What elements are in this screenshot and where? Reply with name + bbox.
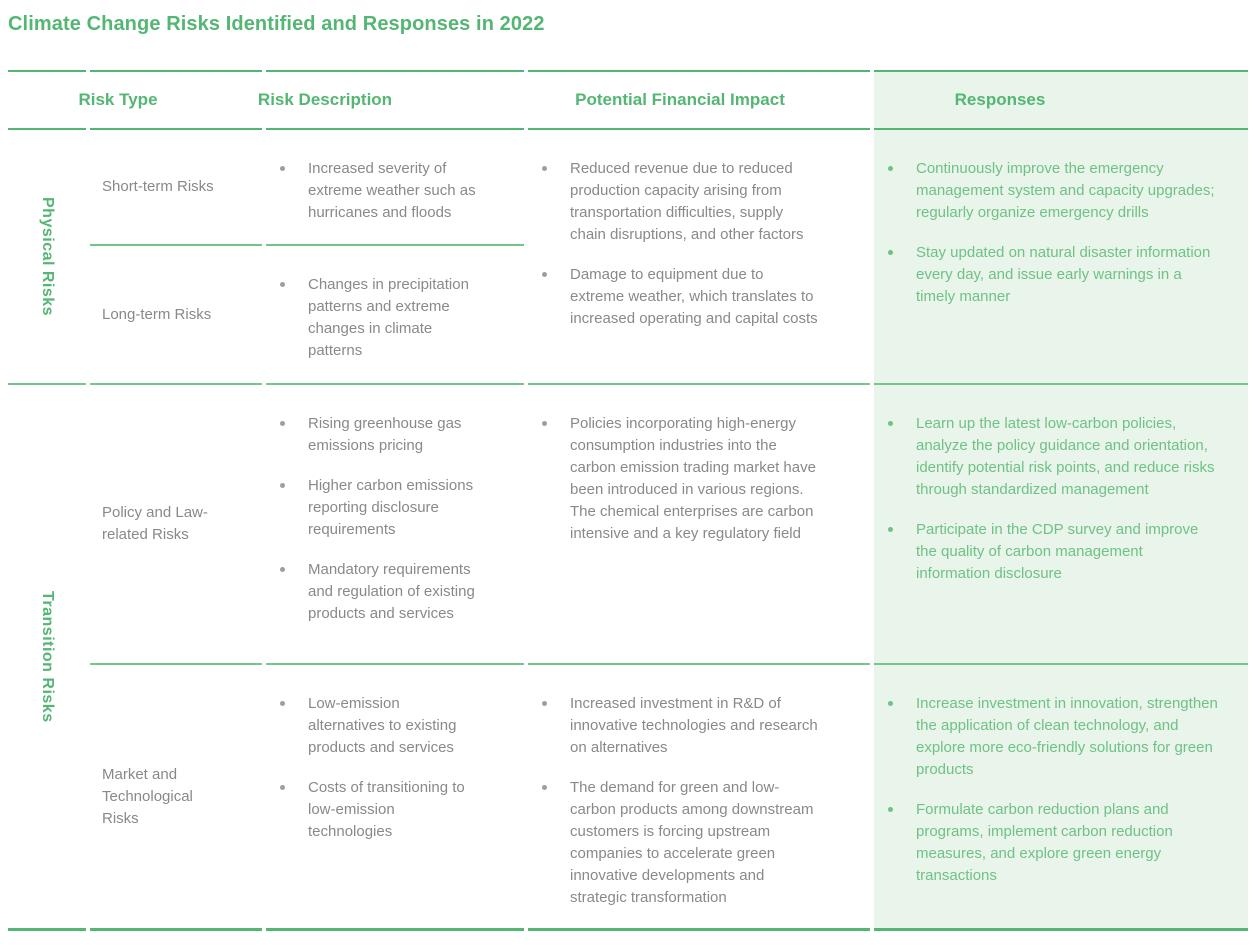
bullet-icon: [280, 701, 285, 706]
group-label-transition-risks: Transition Risks: [39, 590, 56, 723]
bullet-icon: [888, 421, 893, 426]
risk-type-label: Short-term Risks: [102, 178, 214, 195]
risk-type-cell-long-term: [90, 246, 262, 385]
responses-cell-market-tech: [874, 665, 1248, 931]
risk-description-cell-short-term: [266, 130, 524, 246]
list-item: Damage to equipment due to extreme weather, which translates to increased operating and capital costs: [542, 264, 862, 330]
list-item: Policies incorporating high-energy consumption industries into the carbon emission trading market have been introduced in various regions. The chemical enterprises are carbon intensive and a key regulatory field: [542, 413, 862, 545]
climate-risk-table: [8, 70, 1248, 931]
bullet-icon: [280, 421, 285, 426]
bullet-icon: [542, 421, 547, 426]
header-spacer-cell: [8, 70, 86, 130]
column-header-responses: [874, 70, 1248, 130]
list-item: Increase investment in innovation, strengthen the application of clean technology, and explore more eco-friendly solutions for green products: [888, 693, 1240, 781]
list-item: Reduced revenue due to reduced production capacity arising from transportation difficulties, supply chain disruptions, and other factors: [542, 158, 862, 246]
bullet-icon: [280, 282, 285, 287]
risk-type-cell-policy-law: [90, 385, 262, 665]
column-header-financial-impact-label: Potential Financial Impact: [575, 90, 785, 109]
bullet-icon: [542, 701, 547, 706]
bullet-icon: [888, 701, 893, 706]
list-item: Participate in the CDP survey and improve the quality of carbon management information disclosure: [888, 519, 1240, 585]
bullet-icon: [280, 483, 285, 488]
risk-type-label: Long-term Risks: [102, 305, 212, 323]
column-header-financial-impact: [528, 70, 870, 130]
list-item: Mandatory requirements and regulation of existing products and services: [280, 559, 516, 625]
list-item: Increased severity of extreme weather such as hurricanes and floods: [280, 158, 516, 224]
bullet-icon: [888, 807, 893, 812]
responses-cell-policy-law: [874, 385, 1248, 665]
column-header-risk-description: [257, 70, 524, 130]
list-item: Formulate carbon reduction plans and programs, implement carbon reduction measures, and explore green energy transactions: [888, 799, 1240, 887]
list-item: Learn up the latest low-carbon policies, analyze the policy guidance and orientation, identify potential risk points, and reduce risks through standardized management: [888, 413, 1240, 501]
bullet-icon: [888, 166, 893, 171]
list-item: Continuously improve the emergency management system and capacity upgrades; regularly organize emergency drills: [888, 158, 1240, 224]
bullet-icon: [280, 166, 285, 171]
bullet-icon: [888, 250, 893, 255]
row-group-transition-risks: [8, 385, 86, 931]
list-item: Low-emission alternatives to existing products and services: [280, 693, 516, 759]
report-page: [0, 12, 1254, 931]
column-header-risk-type-label: Risk Type: [78, 90, 158, 109]
list-item: Increased investment in R&D of innovative technologies and research on alternatives: [542, 693, 862, 759]
list-item: The demand for green and low-carbon products among downstream customers is forcing upstream companies to accelerate green innovative developments and strategic transformation: [542, 777, 862, 909]
risk-description-cell-long-term: [266, 246, 524, 385]
bullet-icon: [280, 567, 285, 572]
financial-impact-cell-physical: [528, 130, 870, 385]
column-header-responses-label: Responses: [954, 90, 1046, 109]
financial-impact-cell-market-tech: [528, 665, 870, 931]
bullet-icon: [888, 527, 893, 532]
bullet-icon: [542, 785, 547, 790]
responses-cell-physical: [874, 130, 1248, 385]
column-header-risk-type: [78, 70, 262, 130]
column-header-risk-description-label: Risk Description: [257, 90, 393, 109]
risk-type-cell-market-tech: [90, 665, 262, 931]
financial-impact-cell-policy-law: [528, 385, 870, 665]
risk-description-cell-market-tech: [266, 665, 524, 931]
row-group-physical-risks: [8, 130, 86, 385]
list-item: Costs of transitioning to low-emission technologies: [280, 777, 516, 843]
bullet-icon: [280, 785, 285, 790]
bullet-icon: [542, 166, 547, 171]
risk-type-label: Market and Technological Risks: [102, 765, 193, 827]
group-label-physical-risks: Physical Risks: [39, 196, 56, 317]
list-item: Stay updated on natural disaster information every day, and issue early warnings in a timely manner: [888, 242, 1240, 308]
bullet-icon: [542, 272, 547, 277]
list-item: Changes in precipitation patterns and extreme changes in climate patterns: [280, 274, 516, 362]
risk-type-cell-short-term: [90, 130, 262, 246]
list-item: Higher carbon emissions reporting disclosure requirements: [280, 475, 516, 541]
risk-type-label: Policy and Law-related Risks: [102, 504, 208, 543]
list-item: Rising greenhouse gas emissions pricing: [280, 413, 516, 457]
risk-description-cell-policy-law: [266, 385, 524, 665]
page-title: Climate Change Risks Identified and Responses in 2022: [8, 13, 545, 35]
